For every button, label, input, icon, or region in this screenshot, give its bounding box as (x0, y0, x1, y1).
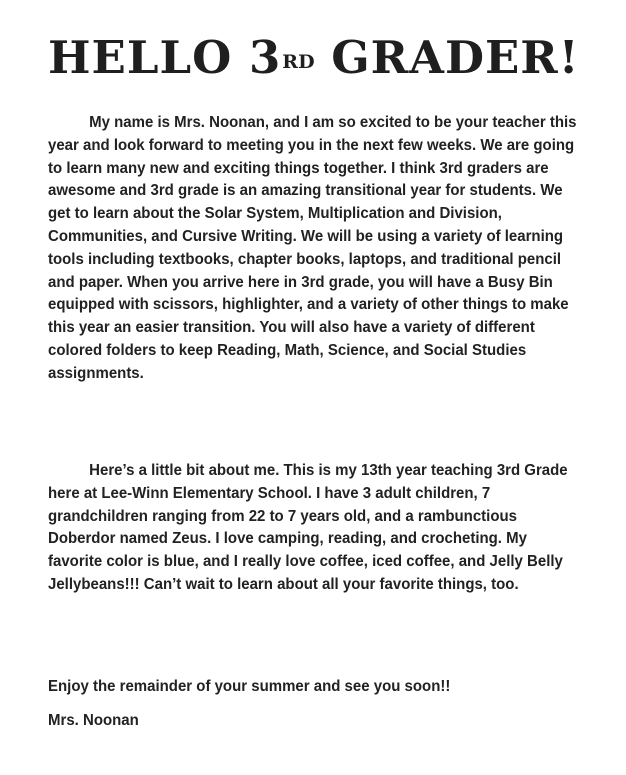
intro-paragraph: My name is Mrs. Noonan, and I am so excited to be your teacher this year and look forward to meeting you in the next few weeks. We are going to learn many new and exciting things together. I think 3rd graders are awesome and 3rd grade is an amazing transitional year for students. We get to learn about the Solar System, Multiplication and Division, Communities, and Cursive Writing. We will be using a variety of learning tools including textbooks, chapter books, laptops, and traditional pencil and paper. When you arrive here in 3rd grade, you will have a Busy Bin equipped with scissors, highlighter, and a variety of other things to make this year an easier transition. You will also have a variety of different colored folders to keep Reading, Math, Science, and Social Studies assignments. (48, 114, 577, 382)
closing-block (48, 676, 585, 699)
title-prefix: HELLO 3 (48, 31, 282, 84)
title-superscript: RD (282, 51, 315, 73)
intro-paragraph-block (48, 112, 585, 386)
title-suffix: GRADER! (314, 31, 580, 84)
signature-block (48, 710, 585, 733)
about-me-paragraph-block (48, 460, 585, 597)
page-title (48, 30, 579, 86)
closing-line: Enjoy the remainder of your summer and see you soon!! (48, 678, 451, 695)
signature-name: Mrs. Noonan (48, 712, 139, 729)
about-me-paragraph: Here’s a little bit about me. This is my 13th year teaching 3rd Grade here at Lee-Winn Elementary School. I have 3 adult children, 7 grandchildren ranging from 22 to 7 years old, and a rambunctious Doberdor named Zeus. I love camping, reading, and crocheting. My favorite color is blue, and I really love coffee, iced coffee, and Jelly Belly Jellybeans!!! Can’t wait to learn about all your favorite things, too. (48, 462, 568, 593)
